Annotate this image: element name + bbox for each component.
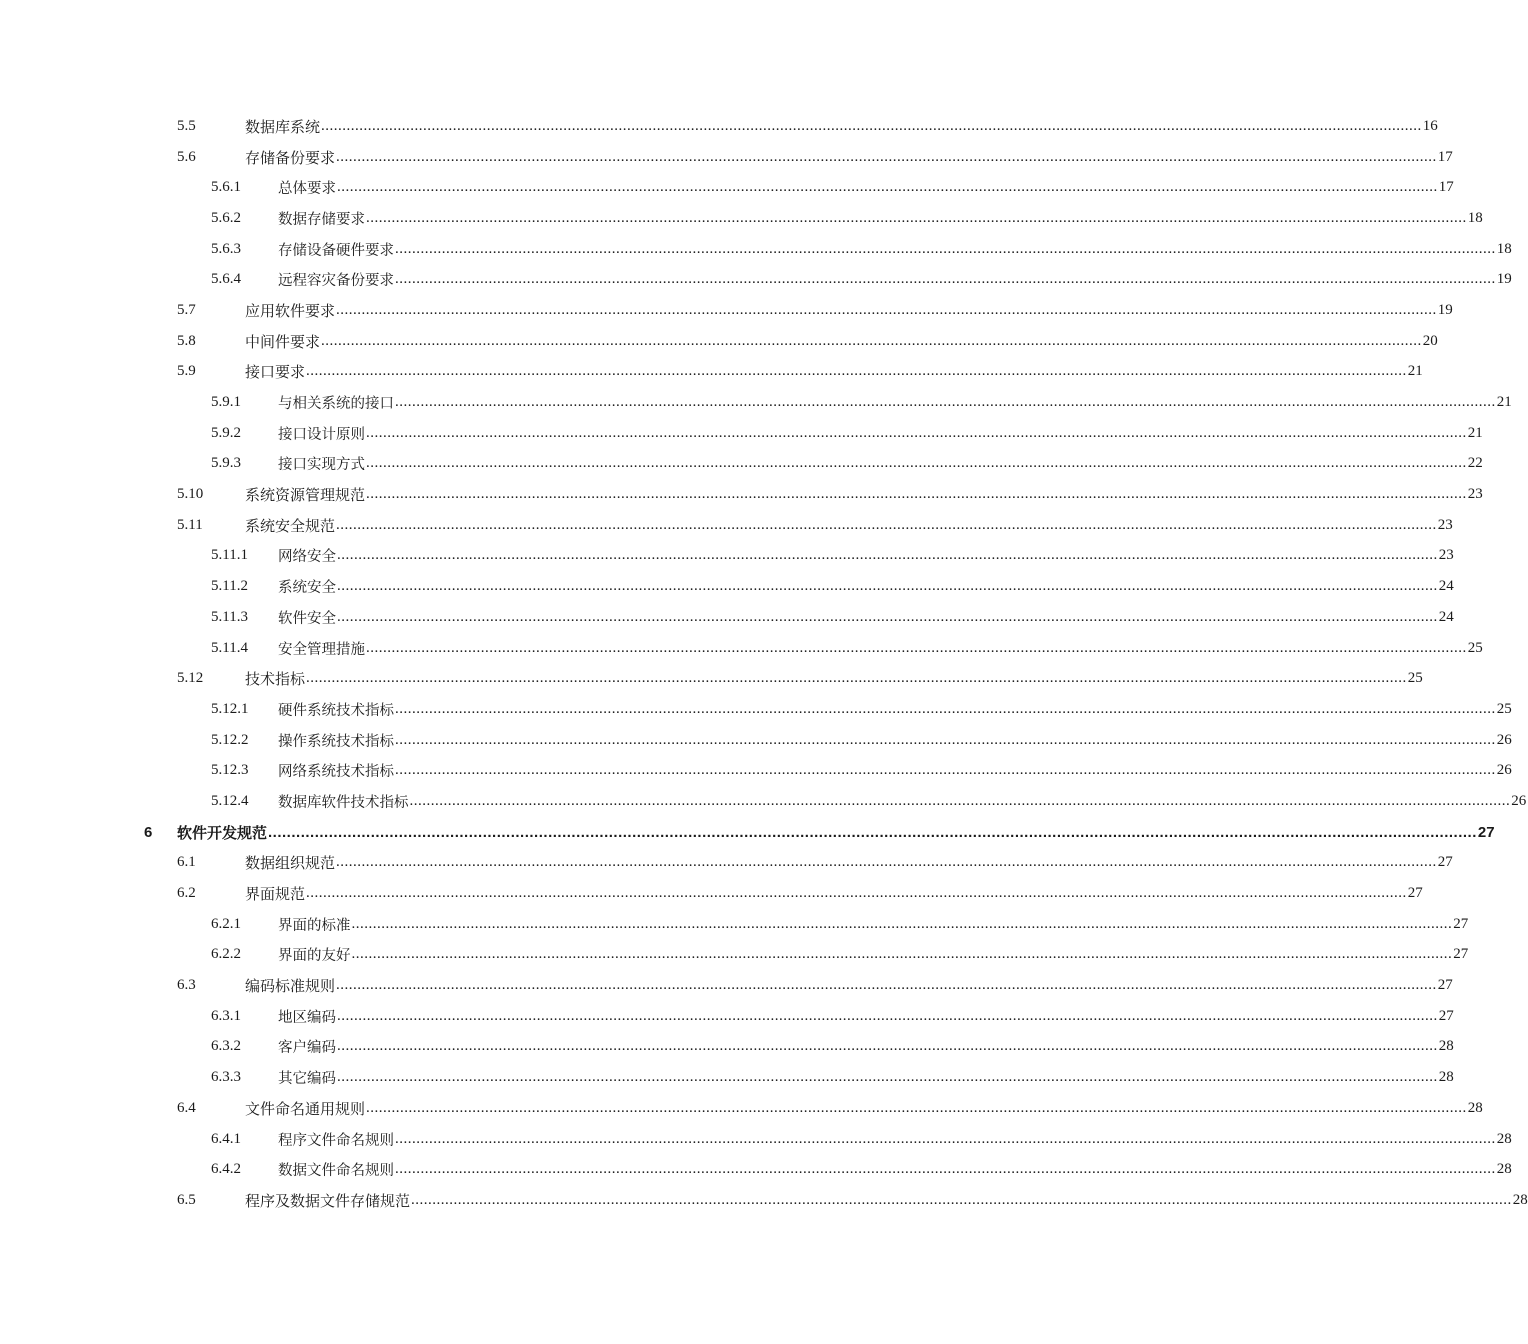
toc-entry-title: 接口实现方式 bbox=[278, 457, 365, 474]
toc-dot-leader: ................................................................................................................................................................................................................................................................... bbox=[395, 1161, 1496, 1178]
toc-entry-title-line bbox=[278, 1067, 1454, 1088]
toc-entry[interactable] bbox=[0, 510, 1453, 541]
toc-entry-page-number: 24 bbox=[1438, 578, 1454, 595]
toc-entry-title-line bbox=[245, 668, 1423, 689]
toc-entry-title-line bbox=[278, 208, 1483, 229]
toc-entry-title-line bbox=[278, 269, 1512, 290]
toc-entry-number: 5.11.1 bbox=[211, 547, 248, 564]
toc-dot-leader: ................................................................................................................................................................................................................................................................... bbox=[351, 915, 1453, 932]
toc-entry[interactable] bbox=[0, 234, 1512, 265]
toc-dot-leader: ................................................................................................................................................................................................................................................................... bbox=[395, 700, 1496, 717]
toc-entry-title: 中间件要求 bbox=[245, 332, 321, 351]
toc-entry-title-line bbox=[278, 791, 1527, 812]
toc-entry-title-line bbox=[245, 331, 1438, 352]
toc-entry-page-number: 19 bbox=[1496, 271, 1512, 288]
toc-entry-page-number: 28 bbox=[1438, 1038, 1454, 1055]
toc-entry-number: 5.9.1 bbox=[211, 394, 241, 411]
toc-entry[interactable] bbox=[0, 725, 1512, 756]
toc-dot-leader: ................................................................................................................................................................................................................................................................... bbox=[366, 424, 1467, 441]
toc-entry-number: 5.12 bbox=[177, 670, 204, 687]
toc-entry[interactable] bbox=[0, 1185, 1528, 1216]
toc-entry-title: 数据库系统 bbox=[245, 117, 321, 136]
toc-dot-leader: ................................................................................................................................................................................................................................................................... bbox=[351, 946, 1453, 963]
toc-entry[interactable] bbox=[0, 142, 1453, 173]
toc-entry-page-number: 23 bbox=[1467, 486, 1483, 503]
toc-entry-page-number: 17 bbox=[1438, 179, 1454, 196]
toc-entry-number: 6.3 bbox=[177, 977, 196, 994]
toc-entry-page-number: 25 bbox=[1467, 639, 1483, 656]
toc-dot-leader: ................................................................................................................................................................................................................................................................... bbox=[395, 762, 1496, 779]
toc-entry-title-line bbox=[245, 361, 1423, 382]
toc-entry-title-line bbox=[245, 116, 1438, 137]
toc-entry-title: 数据组织规范 bbox=[245, 854, 336, 873]
toc-entry-page-number: 27 bbox=[1437, 854, 1453, 871]
toc-entry-title-line bbox=[278, 914, 1469, 935]
toc-entry-number: 5.6.1 bbox=[211, 179, 241, 196]
toc-entry-number: 5.6.3 bbox=[211, 240, 241, 257]
toc-entry-page-number: 25 bbox=[1496, 700, 1512, 717]
toc-entry-title-line bbox=[245, 883, 1423, 904]
toc-entry[interactable] bbox=[0, 602, 1454, 633]
toc-entry-page-number: 27 bbox=[1453, 915, 1469, 932]
toc-entry-page-number: 28 bbox=[1512, 1191, 1528, 1208]
toc-entry-number: 5.11.4 bbox=[211, 639, 248, 656]
toc-entry-title: 远程容灾备份要求 bbox=[278, 273, 394, 290]
toc-entry-title-line bbox=[278, 730, 1512, 751]
toc-entry-page-number: 23 bbox=[1437, 516, 1453, 533]
toc-entry-number: 6.3.3 bbox=[211, 1069, 241, 1086]
toc-entry-title: 系统资源管理规范 bbox=[245, 486, 366, 505]
toc-entry-number: 5.12.3 bbox=[211, 762, 249, 779]
toc-entry-page-number: 27 bbox=[1407, 885, 1423, 902]
toc-dot-leader: ................................................................................................................................................................................................................................................................... bbox=[306, 670, 1407, 687]
toc-entry-number: 6.3.2 bbox=[211, 1038, 241, 1055]
toc-entry-title: 安全管理措施 bbox=[278, 641, 365, 658]
toc-entry[interactable] bbox=[0, 1154, 1512, 1185]
toc-entry[interactable] bbox=[0, 909, 1469, 940]
toc-entry-number: 6.1 bbox=[177, 854, 196, 871]
toc-dot-leader: ................................................................................................................................................................................................................................................................... bbox=[321, 117, 1422, 134]
toc-entry[interactable] bbox=[0, 970, 1453, 1001]
toc-dot-leader: ................................................................................................................................................................................................................................................................... bbox=[366, 1099, 1467, 1116]
toc-entry-title-line bbox=[245, 1190, 1528, 1211]
toc-entry[interactable] bbox=[0, 1032, 1454, 1063]
toc-entry-number: 6.5 bbox=[177, 1191, 196, 1208]
toc-entry-page-number: 21 bbox=[1496, 394, 1512, 411]
toc-entry-page-number: 26 bbox=[1496, 762, 1512, 779]
toc-entry-number: 5.9.3 bbox=[211, 455, 241, 472]
toc-entry-title-line bbox=[278, 576, 1454, 597]
toc-entry-page-number: 18 bbox=[1496, 240, 1512, 257]
toc-entry-title-line bbox=[245, 300, 1453, 321]
toc-entry-number: 6.2 bbox=[177, 885, 196, 902]
toc-dot-leader: ................................................................................................................................................................................................................................................................... bbox=[337, 547, 1438, 564]
table-of-contents bbox=[0, 111, 1528, 1216]
toc-dot-leader: ................................................................................................................................................................................................................................................................... bbox=[366, 209, 1467, 226]
toc-entry-title: 网络安全 bbox=[278, 549, 336, 566]
toc-entry[interactable] bbox=[0, 541, 1454, 572]
toc-entry-number: 5.6.2 bbox=[211, 209, 241, 226]
toc-entry-page-number: 27 bbox=[1438, 1007, 1454, 1024]
toc-entry-title-line bbox=[278, 1159, 1512, 1180]
toc-entry[interactable] bbox=[0, 326, 1438, 357]
toc-entry-title-line bbox=[278, 1129, 1512, 1150]
toc-dot-leader: ................................................................................................................................................................................................................................................................... bbox=[366, 486, 1467, 503]
toc-entry-number: 5.9.2 bbox=[211, 424, 241, 441]
toc-entry-page-number: 18 bbox=[1467, 209, 1483, 226]
toc-entry-number: 5.10 bbox=[177, 486, 204, 503]
toc-entry-number: 6.4.1 bbox=[211, 1130, 241, 1147]
toc-entry-title: 地区编码 bbox=[278, 1009, 336, 1026]
toc-entry-title-line bbox=[278, 1036, 1454, 1057]
toc-entry-number: 5.8 bbox=[177, 332, 196, 349]
toc-entry-page-number: 27 bbox=[1437, 977, 1453, 994]
toc-entry[interactable] bbox=[0, 848, 1453, 879]
toc-entry-title-line bbox=[278, 453, 1483, 474]
toc-entry[interactable] bbox=[0, 940, 1469, 971]
toc-entry-title: 文件命名通用规则 bbox=[245, 1099, 366, 1118]
toc-entry-title: 与相关系统的接口 bbox=[278, 396, 394, 413]
toc-dot-leader: ................................................................................................................................................................................................................................................................... bbox=[409, 792, 1511, 809]
toc-entry-number: 5.11.3 bbox=[211, 608, 248, 625]
toc-entry-title-line bbox=[278, 760, 1512, 781]
toc-dot-leader: ................................................................................................................................................................................................................................................................... bbox=[337, 608, 1438, 625]
toc-entry-title: 程序及数据文件存储规范 bbox=[245, 1191, 411, 1210]
toc-entry-title-line bbox=[278, 392, 1512, 413]
toc-dot-leader: ................................................................................................................................................................................................................................................................... bbox=[366, 639, 1467, 656]
toc-entry-title-line bbox=[278, 1006, 1454, 1027]
toc-entry[interactable] bbox=[0, 264, 1512, 295]
toc-entry[interactable] bbox=[0, 172, 1454, 203]
toc-entry-number: 5.12.4 bbox=[211, 792, 249, 809]
toc-dot-leader: ................................................................................................................................................................................................................................................................... bbox=[336, 516, 1437, 533]
toc-entry-number: 6.4.2 bbox=[211, 1161, 241, 1178]
toc-entry-title-line bbox=[245, 147, 1453, 168]
toc-entry-title: 编码标准规则 bbox=[245, 977, 336, 996]
toc-entry-title-line bbox=[245, 975, 1453, 996]
toc-entry[interactable] bbox=[0, 878, 1423, 909]
toc-entry-page-number: 28 bbox=[1496, 1130, 1512, 1147]
toc-entry-title-line bbox=[278, 944, 1469, 965]
toc-entry-title-line bbox=[278, 239, 1512, 260]
toc-dot-leader: ................................................................................................................................................................................................................................................................... bbox=[336, 148, 1437, 165]
toc-entry-title: 存储备份要求 bbox=[245, 148, 336, 167]
toc-entry-title: 数据文件命名规则 bbox=[278, 1163, 394, 1180]
toc-entry-number: 5.9 bbox=[177, 363, 196, 380]
toc-entry[interactable] bbox=[0, 1124, 1512, 1155]
toc-entry-title: 界面的友好 bbox=[278, 948, 351, 965]
toc-entry-title-line bbox=[278, 607, 1454, 628]
toc-entry-title-line bbox=[278, 177, 1454, 198]
toc-entry[interactable] bbox=[0, 663, 1423, 694]
toc-entry-title: 程序文件命名规则 bbox=[278, 1132, 394, 1149]
toc-entry-page-number: 16 bbox=[1422, 117, 1438, 134]
toc-entry[interactable] bbox=[0, 479, 1483, 510]
toc-entry-title: 数据库软件技术指标 bbox=[278, 794, 409, 811]
toc-entry-page-number: 23 bbox=[1438, 547, 1454, 564]
toc-dot-leader: ................................................................................................................................................................................................................................................................... bbox=[395, 394, 1496, 411]
toc-entry-page-number: 22 bbox=[1467, 455, 1483, 472]
toc-entry-page-number: 28 bbox=[1467, 1099, 1483, 1116]
toc-dot-leader: ................................................................................................................................................................................................................................................................... bbox=[306, 885, 1407, 902]
toc-dot-leader: ................................................................................................................................................................................................................................................................... bbox=[337, 179, 1438, 196]
toc-entry-page-number: 21 bbox=[1407, 363, 1423, 380]
toc-entry-title-line bbox=[245, 515, 1453, 536]
toc-dot-leader: ................................................................................................................................................................................................................................................................... bbox=[337, 1038, 1438, 1055]
toc-entry-number: 5.6.4 bbox=[211, 271, 241, 288]
toc-entry-number: 5.7 bbox=[177, 301, 196, 318]
toc-entry-title-line bbox=[245, 484, 1483, 505]
toc-entry-title: 软件安全 bbox=[278, 610, 336, 627]
toc-entry-title: 技术指标 bbox=[245, 670, 306, 689]
toc-dot-leader: ................................................................................................................................................................................................................................................................... bbox=[395, 731, 1496, 748]
toc-entry-page-number: 26 bbox=[1496, 731, 1512, 748]
toc-entry-number: 5.11 bbox=[177, 516, 203, 533]
toc-entry-title: 软件开发规范 bbox=[177, 823, 268, 842]
toc-entry[interactable] bbox=[0, 694, 1512, 725]
toc-dot-leader: ................................................................................................................................................................................................................................................................... bbox=[337, 1007, 1438, 1024]
toc-entry-title: 系统安全 bbox=[278, 580, 336, 597]
toc-dot-leader: ................................................................................................................................................................................................................................................................... bbox=[337, 1069, 1438, 1086]
toc-dot-leader: ................................................................................................................................................................................................................................................................... bbox=[366, 455, 1467, 472]
toc-entry-title: 客户编码 bbox=[278, 1040, 336, 1057]
toc-dot-leader: ................................................................................................................................................................................................................................................................... bbox=[321, 332, 1422, 349]
toc-entry-title: 其它编码 bbox=[278, 1071, 336, 1088]
toc-entry[interactable] bbox=[0, 633, 1483, 664]
toc-entry-title-line bbox=[278, 423, 1483, 444]
toc-entry-title: 数据存储要求 bbox=[278, 211, 365, 228]
toc-dot-leader: ................................................................................................................................................................................................................................................................... bbox=[411, 1191, 1512, 1208]
toc-entry-page-number: 20 bbox=[1422, 332, 1438, 349]
toc-dot-leader: ................................................................................................................................................................................................................................................................... bbox=[336, 977, 1437, 994]
toc-dot-leader: ................................................................................................................................................................................................................................................................... bbox=[395, 1130, 1496, 1147]
toc-dot-leader: ................................................................................................................................................................................................................................................................... bbox=[268, 823, 1477, 841]
toc-entry-number: 6.3.1 bbox=[211, 1007, 241, 1024]
toc-entry[interactable] bbox=[0, 1062, 1454, 1093]
toc-entry-number: 5.6 bbox=[177, 148, 196, 165]
toc-entry[interactable] bbox=[0, 111, 1438, 142]
toc-entry-title: 存储设备硬件要求 bbox=[278, 242, 394, 259]
toc-entry-title: 操作系统技术指标 bbox=[278, 733, 394, 750]
toc-entry[interactable] bbox=[0, 203, 1483, 234]
toc-entry-page-number: 24 bbox=[1438, 608, 1454, 625]
toc-entry[interactable] bbox=[0, 1093, 1483, 1124]
toc-entry-title: 系统安全规范 bbox=[245, 516, 336, 535]
toc-entry-number: 5.12.2 bbox=[211, 731, 249, 748]
toc-dot-leader: ................................................................................................................................................................................................................................................................... bbox=[306, 363, 1407, 380]
toc-entry-page-number: 21 bbox=[1467, 424, 1483, 441]
toc-entry-number: 6 bbox=[144, 823, 153, 841]
toc-entry-title: 应用软件要求 bbox=[245, 301, 336, 320]
toc-entry[interactable] bbox=[0, 755, 1512, 786]
toc-entry-page-number: 27 bbox=[1477, 823, 1495, 841]
toc-entry[interactable] bbox=[0, 357, 1423, 388]
toc-dot-leader: ................................................................................................................................................................................................................................................................... bbox=[395, 271, 1496, 288]
toc-entry[interactable] bbox=[0, 418, 1483, 449]
toc-entry-page-number: 25 bbox=[1407, 670, 1423, 687]
toc-entry-title: 界面规范 bbox=[245, 885, 306, 904]
toc-entry-title-line bbox=[278, 699, 1512, 720]
toc-entry-page-number: 19 bbox=[1437, 301, 1453, 318]
toc-entry-title-line bbox=[245, 852, 1453, 873]
toc-entry-number: 6.2.1 bbox=[211, 915, 241, 932]
toc-entry-title: 接口要求 bbox=[245, 363, 306, 382]
toc-entry[interactable] bbox=[0, 786, 1527, 817]
toc-entry-title-line bbox=[278, 638, 1483, 659]
toc-entry-number: 5.12.1 bbox=[211, 700, 249, 717]
toc-entry-page-number: 26 bbox=[1511, 792, 1527, 809]
toc-entry-number: 6.4 bbox=[177, 1099, 196, 1116]
toc-entry[interactable] bbox=[0, 817, 1495, 848]
toc-entry-page-number: 27 bbox=[1453, 946, 1469, 963]
toc-entry-page-number: 17 bbox=[1437, 148, 1453, 165]
toc-entry[interactable] bbox=[0, 295, 1453, 326]
toc-entry-number: 5.11.2 bbox=[211, 578, 248, 595]
toc-entry[interactable] bbox=[0, 387, 1512, 418]
toc-entry-title-line bbox=[177, 822, 1495, 843]
toc-entry-title: 接口设计原则 bbox=[278, 426, 365, 443]
toc-entry-number: 6.2.2 bbox=[211, 946, 241, 963]
toc-entry-title-line bbox=[245, 1098, 1483, 1119]
toc-entry[interactable] bbox=[0, 449, 1483, 480]
toc-entry-page-number: 28 bbox=[1438, 1069, 1454, 1086]
toc-entry-title: 界面的标准 bbox=[278, 917, 351, 934]
toc-entry-page-number: 28 bbox=[1496, 1161, 1512, 1178]
toc-entry-title: 硬件系统技术指标 bbox=[278, 702, 394, 719]
toc-dot-leader: ................................................................................................................................................................................................................................................................... bbox=[395, 240, 1496, 257]
toc-dot-leader: ................................................................................................................................................................................................................................................................... bbox=[337, 578, 1438, 595]
toc-entry[interactable] bbox=[0, 571, 1454, 602]
toc-entry-title: 总体要求 bbox=[278, 181, 336, 198]
toc-entry-title-line bbox=[278, 545, 1454, 566]
toc-entry-title: 网络系统技术指标 bbox=[278, 764, 394, 781]
toc-dot-leader: ................................................................................................................................................................................................................................................................... bbox=[336, 301, 1437, 318]
toc-entry[interactable] bbox=[0, 1001, 1454, 1032]
toc-dot-leader: ................................................................................................................................................................................................................................................................... bbox=[336, 854, 1437, 871]
toc-entry-number: 5.5 bbox=[177, 117, 196, 134]
